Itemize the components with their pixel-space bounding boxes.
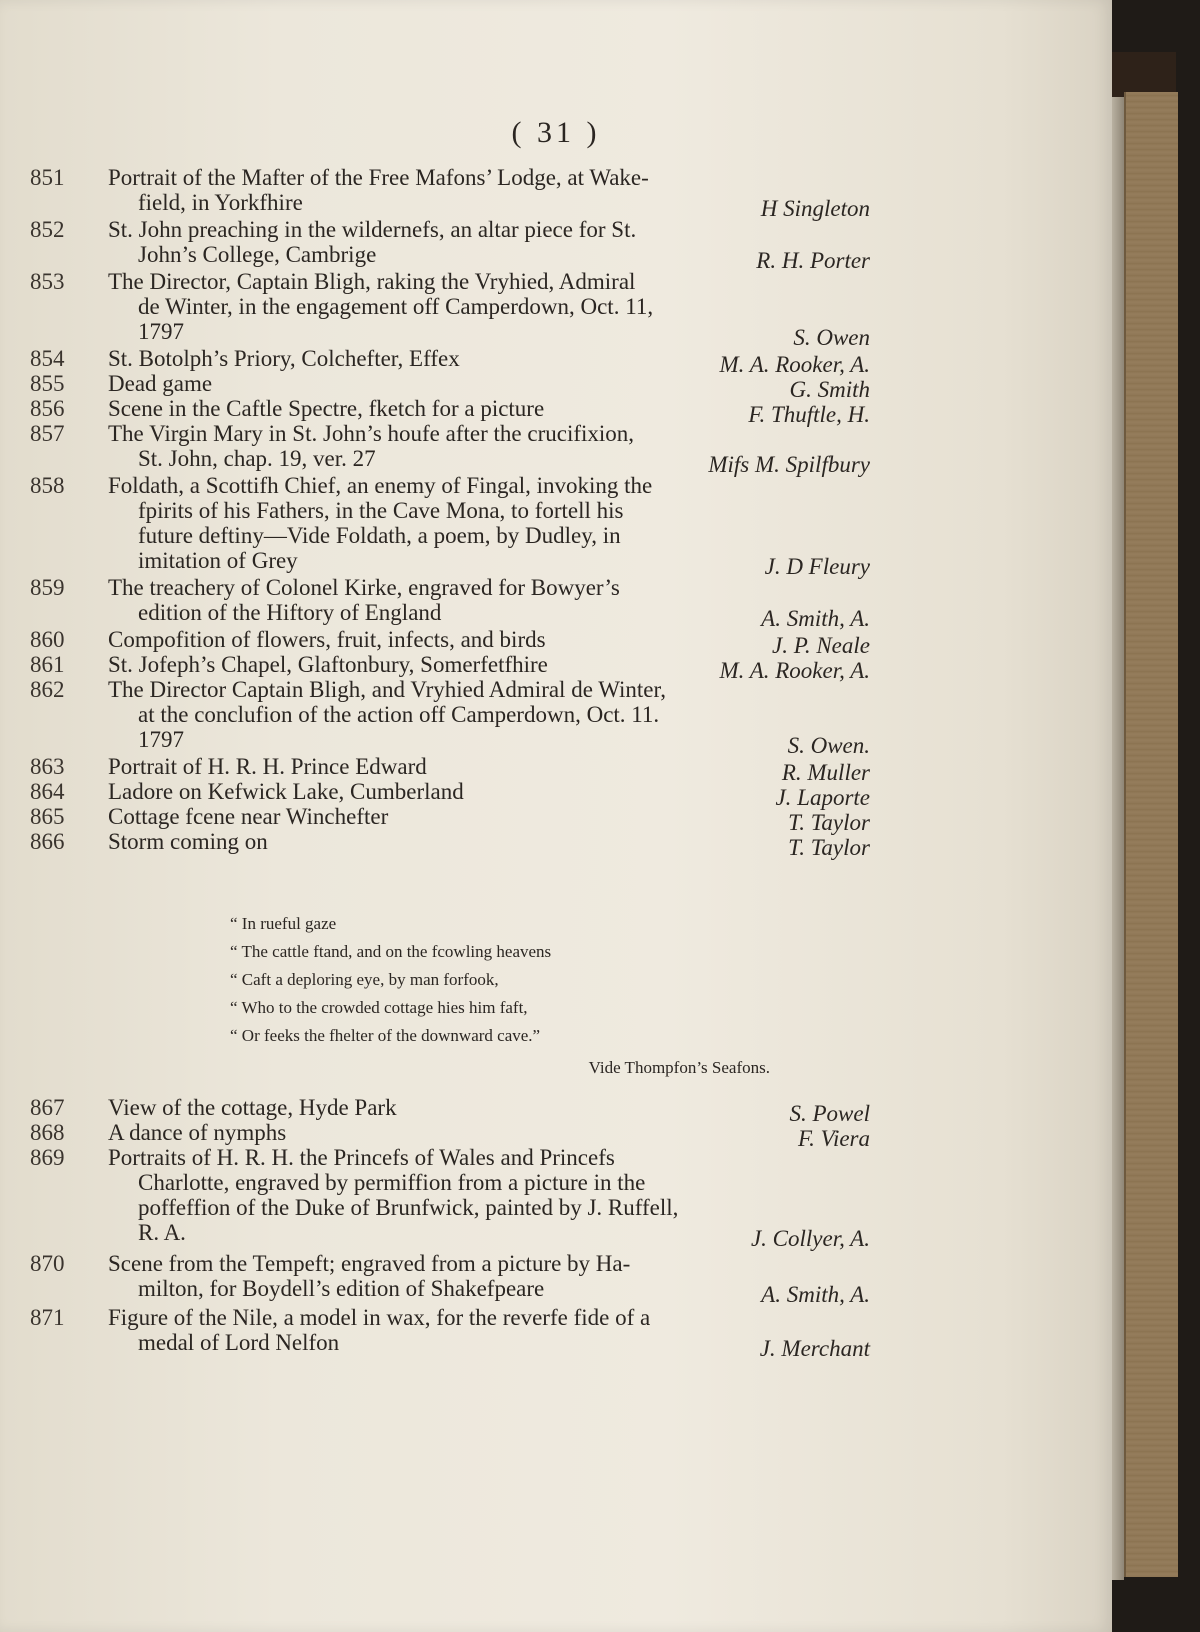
- entry-title-line: Figure of the Nile, a model in wax, for the reverfe fide of a: [108, 1305, 651, 1330]
- catalogue-entry: [30, 652, 870, 683]
- entry-artist: S. Powel: [789, 1101, 870, 1126]
- entry-title-line: future deftiny—Vide Foldath, a poem, by Dudley, in: [138, 523, 621, 548]
- verse-line: “ The cattle ftand, and on the fcowling heavens: [230, 942, 552, 961]
- entry-title: [108, 829, 788, 854]
- entry-number: 871: [30, 1305, 65, 1330]
- catalogue-entry: [30, 473, 870, 579]
- entry-artist: Mifs M. Spilfbury: [708, 452, 870, 477]
- entry-title: [108, 677, 788, 752]
- entry-title: [108, 217, 788, 267]
- entry-title-line: at the conclufion of the action off Camperdown, Oct. 11.: [138, 702, 660, 727]
- entry-title: [108, 575, 788, 625]
- entry-title-line: Ladore on Kefwick Lake, Cumberland: [108, 779, 464, 804]
- entry-number: 858: [30, 473, 65, 498]
- entry-artist: F. Thuftle, H.: [748, 402, 870, 427]
- entry-number: 868: [30, 1120, 65, 1145]
- entry-number: 859: [30, 575, 65, 600]
- entry-title-line: John’s College, Cambrige: [138, 242, 377, 267]
- entry-artist: F. Viera: [798, 1126, 870, 1151]
- entry-title: [108, 396, 788, 421]
- entry-artist: J. Laporte: [775, 785, 870, 810]
- catalogue-entry: [30, 1251, 870, 1307]
- quoted-verse: [230, 910, 770, 1082]
- entry-title: [108, 627, 788, 652]
- entry-title-line: Portrait of the Mafter of the Free Mafons’ Lodge, at Wake-: [108, 165, 649, 190]
- catalogue-entries: [30, 165, 870, 860]
- entry-artist: M. A. Rooker, A.: [719, 658, 870, 683]
- catalogue-entry: [30, 1305, 870, 1361]
- entry-title: [108, 371, 788, 396]
- catalogue-entry: [30, 575, 870, 631]
- entry-title-line: Scene from the Tempeft; engraved from a picture by Ha-: [108, 1251, 631, 1276]
- verse-source: Vide Thompfon’s Seafons.: [588, 1058, 770, 1077]
- catalogue-entry: [30, 829, 870, 860]
- entry-artist: A. Smith, A.: [761, 606, 870, 631]
- catalogue-entry: [30, 754, 870, 785]
- entry-title: [108, 1305, 788, 1355]
- entry-number: 867: [30, 1095, 65, 1120]
- book-cover-edge: [1124, 92, 1178, 1577]
- entry-title-line: St. John, chap. 19, ver. 27: [138, 446, 376, 471]
- entry-title-line: View of the cottage, Hyde Park: [108, 1095, 397, 1120]
- catalogue-entry: [30, 677, 870, 758]
- entry-artist: J. P. Neale: [772, 633, 870, 658]
- entry-title-line: Storm coming on: [108, 829, 268, 854]
- entry-title-line: The Director, Captain Bligh, raking the Vryhied, Admiral: [108, 269, 636, 294]
- verse-line: “ In rueful gaze: [230, 914, 337, 933]
- entry-title-line: edition of the Hiftory of England: [138, 600, 442, 625]
- catalogue-entry: [30, 627, 870, 658]
- entry-title-line: Portraits of H. R. H. the Princefs of Wales and Princefs: [108, 1145, 615, 1170]
- entry-title-line: Foldath, a Scottifh Chief, an enemy of Fingal, invoking the: [108, 473, 653, 498]
- entry-title: [108, 754, 788, 779]
- entry-number: 865: [30, 804, 65, 829]
- entry-artist: R. H. Porter: [756, 248, 870, 273]
- catalogue-entry: [30, 804, 870, 835]
- entry-title-line: R. A.: [138, 1220, 186, 1245]
- entry-number: 856: [30, 396, 65, 421]
- entry-title: [108, 652, 788, 677]
- catalogue-entry: [30, 779, 870, 810]
- entry-title-line: poffeffion of the Duke of Brunfwick, painted by J. Ruffell,: [138, 1195, 679, 1220]
- entry-title-line: milton, for Boydell’s edition of Shakefpeare: [138, 1276, 545, 1301]
- entry-number: 855: [30, 371, 65, 396]
- entry-title-line: de Winter, in the engagement off Camperdown, Oct. 11,: [138, 294, 654, 319]
- entry-title: [108, 165, 788, 215]
- catalogue-entry: [30, 1095, 870, 1126]
- entry-artist: G. Smith: [789, 377, 870, 402]
- entry-number: 852: [30, 217, 65, 242]
- entry-number: 870: [30, 1251, 65, 1276]
- entry-artist: T. Taylor: [788, 810, 870, 835]
- entry-number: 861: [30, 652, 65, 677]
- verse-line: “ Who to the crowded cottage hies him faft,: [230, 998, 528, 1017]
- entry-title-line: Compofition of flowers, fruit, infects, and birds: [108, 627, 546, 652]
- entry-number: 862: [30, 677, 65, 702]
- catalogue-entry: [30, 371, 870, 402]
- entry-title-line: 1797: [138, 319, 184, 344]
- catalogue-entry: [30, 1120, 870, 1151]
- catalogue-entry: [30, 165, 870, 221]
- entry-title-line: Portrait of H. R. H. Prince Edward: [108, 754, 427, 779]
- entry-number: 866: [30, 829, 65, 854]
- entry-artist: J. Merchant: [759, 1336, 870, 1361]
- entry-title-line: Scene in the Caftle Spectre, fketch for a picture: [108, 396, 545, 421]
- entry-artist: R. Muller: [781, 760, 870, 785]
- entry-number: 864: [30, 779, 65, 804]
- entry-artist: S. Owen.: [787, 733, 870, 758]
- entry-title-line: The Director Captain Bligh, and Vryhied Admiral de Winter,: [108, 677, 667, 702]
- entry-title-line: St. John preaching in the wildernefs, an altar piece for St.: [108, 217, 637, 242]
- entry-title: [108, 346, 788, 371]
- entry-artist: J. Collyer, A.: [750, 1226, 870, 1251]
- entry-artist: H Singleton: [760, 196, 870, 221]
- entry-title-line: Cottage fcene near Winchefter: [108, 804, 389, 829]
- entry-artist: A. Smith, A.: [761, 1282, 870, 1307]
- catalogue-entry: [30, 396, 870, 427]
- entry-title: [108, 804, 788, 829]
- entry-number: 851: [30, 165, 65, 190]
- catalogue-entries-continued: [30, 1095, 870, 1361]
- verse-line: “ Caft a deploring eye, by man forfook,: [230, 970, 499, 989]
- entry-artist: T. Taylor: [788, 835, 870, 860]
- entry-number: 857: [30, 421, 65, 446]
- entry-number: 853: [30, 269, 65, 294]
- entry-artist: S. Owen: [793, 325, 870, 350]
- entry-number: 869: [30, 1145, 65, 1170]
- entry-title-line: field, in Yorkfhire: [138, 190, 303, 215]
- page-number: ( 31 ): [511, 116, 601, 149]
- entry-title: [108, 473, 788, 573]
- entry-number: 863: [30, 754, 65, 779]
- entry-title-line: 1797: [138, 727, 184, 752]
- cover-corner: [1112, 52, 1176, 97]
- entry-artist: J. D Fleury: [764, 554, 870, 579]
- entry-title-line: St. Botolph’s Priory, Colchefter, Effex: [108, 346, 460, 371]
- catalogue-entry: [30, 1145, 870, 1251]
- entry-number: 854: [30, 346, 65, 371]
- catalogue-entry: [30, 346, 870, 377]
- entry-title: [108, 1120, 788, 1145]
- entry-title-line: imitation of Grey: [138, 548, 298, 573]
- entry-title: [108, 421, 788, 471]
- entry-title: [108, 269, 788, 344]
- entry-title: [108, 779, 788, 804]
- entry-title-line: medal of Lord Nelfon: [138, 1330, 340, 1355]
- entry-title-line: St. Jofeph’s Chapel, Glaftonbury, Somerfetfhire: [108, 652, 548, 677]
- catalogue-entry: [30, 269, 870, 350]
- page-gutter: [1112, 55, 1124, 1580]
- verse-line: “ Or feeks the fhelter of the downward cave.”: [230, 1026, 541, 1045]
- catalogue-entry: [30, 421, 870, 477]
- entry-title-line: The Virgin Mary in St. John’s houfe after the crucifixion,: [108, 421, 635, 446]
- entry-title-line: Dead game: [108, 371, 213, 396]
- entry-number: 860: [30, 627, 65, 652]
- catalogue-entry: [30, 217, 870, 273]
- entry-title-line: The treachery of Colonel Kirke, engraved for Bowyer’s: [108, 575, 620, 600]
- entry-title: [108, 1095, 788, 1120]
- entry-artist: M. A. Rooker, A.: [719, 352, 870, 377]
- entry-title: [108, 1145, 788, 1245]
- entry-title: [108, 1251, 788, 1301]
- entry-title-line: fpirits of his Fathers, in the Cave Mona, to fortell his: [138, 498, 624, 523]
- entry-title-line: Charlotte, engraved by permiffion from a picture in the: [138, 1170, 646, 1195]
- entry-title-line: A dance of nymphs: [108, 1120, 287, 1145]
